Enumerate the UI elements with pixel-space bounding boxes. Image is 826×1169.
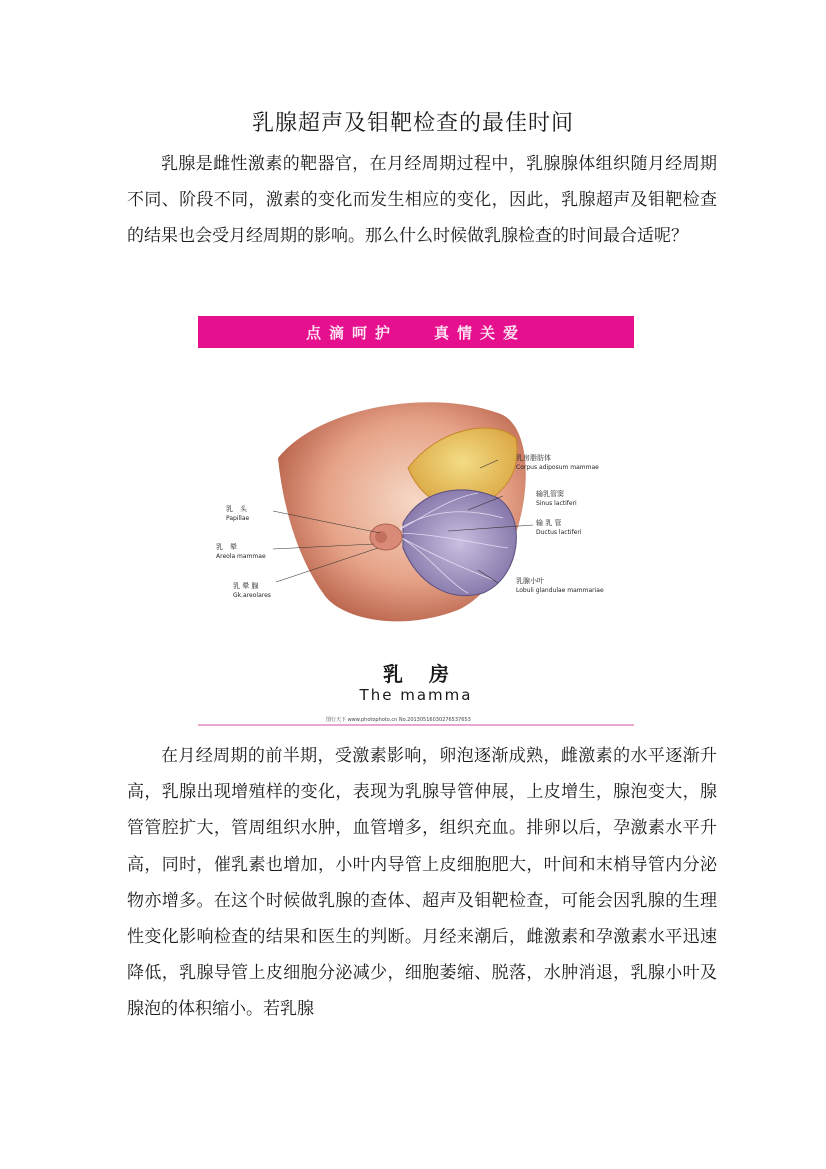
nipple bbox=[375, 531, 387, 543]
figure-bottom-rule bbox=[198, 724, 634, 726]
image-watermark: 图行天下 www.photophoto.cn No.20130516030276537653 bbox=[326, 717, 471, 723]
label-areola-cn: 乳 晕 bbox=[216, 543, 237, 551]
label-duct-cn: 输 乳 管 bbox=[536, 519, 562, 527]
banner-right-text: 真情关爱 bbox=[434, 323, 527, 342]
figure-caption-english: The mamma bbox=[359, 686, 473, 704]
label-papilla-en: Papillae bbox=[226, 515, 250, 522]
body-paragraph: 在月经周期的前半期，受激素影响，卵泡逐渐成熟，雌激素的水平逐渐升高，乳腺出现增殖样的变化，表现为乳腺导管伸展，上皮增生，腺泡变大，腺管管腔扩大，管周组织水肿，血管增多，组织充血。排卵以后，孕激素水平升高，同时，催乳素也增加，小叶内导管上皮细胞肥大，叶间和末梢导管内分泌物亦增多。在这个时候做乳腺的查体、超声及钼靶检查，可能会因乳腺的生理性变化影响检查的结果和医生的判断。月经来潮后，雌激素和孕激素水平迅速降低，乳腺导管上皮细胞分泌减少，细胞萎缩、脱落，水肿消退，乳腺小叶及腺泡的体积缩小。若乳腺 bbox=[127, 746, 717, 1020]
breast-anatomy-figure bbox=[198, 316, 634, 728]
banner-left-text: 点滴呵护 bbox=[305, 323, 398, 342]
label-sinus-en: Sinus lactiferi bbox=[536, 500, 577, 507]
label-papilla-cn: 乳 头 bbox=[226, 505, 247, 513]
label-areolar-gland-cn: 乳 晕 腺 bbox=[233, 582, 259, 590]
label-lobule-cn: 乳腺小叶 bbox=[516, 577, 544, 585]
figure-caption-chinese: 乳房 bbox=[383, 662, 475, 686]
label-fat-en: Corpus adiposum mammae bbox=[516, 464, 599, 471]
label-lobule-en: Lobuli glandulae mammariae bbox=[516, 587, 604, 594]
breast-anatomy-illustration bbox=[198, 348, 634, 648]
label-areola-en: Areola mammae bbox=[216, 553, 266, 560]
intro-paragraph: 乳腺是雌性激素的靶器官，在月经周期过程中，乳腺腺体组织随月经周期不同、阶段不同，激素的变化而发生相应的变化，因此，乳腺超声及钼靶检查的结果也会受月经周期的影响。那么什么时候做乳腺检查的时间最合适呢？ bbox=[127, 154, 717, 247]
page-title: 乳腺超声及钼靶检查的最佳时间 bbox=[251, 111, 574, 136]
label-sinus-cn: 输乳管窦 bbox=[536, 490, 564, 498]
label-areolar-gland-en: Gk.areolares bbox=[233, 592, 271, 599]
label-duct-en: Ductus lactiferi bbox=[536, 529, 582, 536]
label-fat-cn: 乳房脂肪体 bbox=[516, 454, 551, 462]
figure-banner bbox=[198, 316, 634, 348]
